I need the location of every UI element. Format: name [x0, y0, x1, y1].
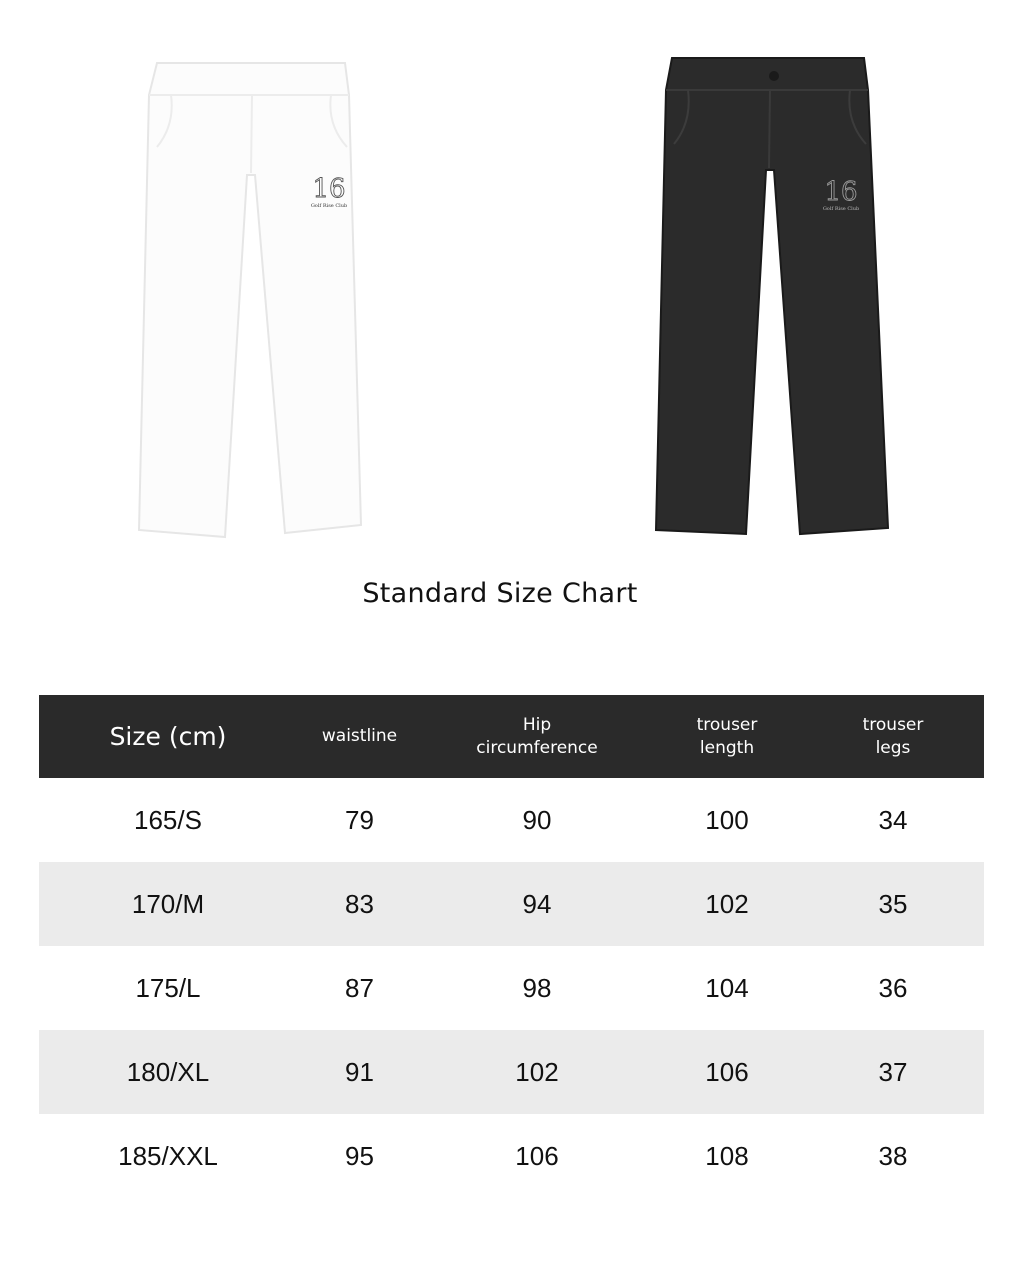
cell-legs: 34 [878, 804, 908, 835]
table-row [39, 862, 984, 946]
cell-length: 100 [705, 804, 749, 835]
white-trousers-logo-text: Golf Rise Club [310, 203, 348, 209]
cell-length: 104 [705, 972, 749, 1003]
header-trouser-length: trouser length [652, 695, 802, 778]
cell-waistline: 91 [297, 1030, 422, 1114]
black-trousers-image [650, 50, 895, 540]
cell-size: 175/L [135, 972, 201, 1003]
cell-waistline: 95 [345, 1140, 374, 1171]
size-chart-table [39, 695, 984, 1198]
cell-waistline: 83 [297, 862, 422, 946]
table-row [39, 778, 984, 862]
cell-waistline: 87 [345, 972, 374, 1003]
cell-hip: 94 [422, 862, 652, 946]
cell-length: 108 [705, 1140, 749, 1171]
product-images [0, 0, 1024, 560]
cell-hip: 106 [515, 1140, 559, 1171]
table-row [39, 946, 984, 1030]
cell-size: 185/XXL [118, 1140, 218, 1171]
cell-size: 170/M [39, 862, 297, 946]
cell-length: 102 [652, 862, 802, 946]
cell-waistline: 79 [345, 804, 374, 835]
header-hip-circumference: Hip circumference [422, 695, 652, 778]
cell-legs: 35 [802, 862, 984, 946]
table-row [39, 1030, 984, 1114]
black-trousers-logo-text: Golf Rise Club [822, 206, 860, 212]
header-size: Size (cm) [39, 695, 297, 778]
size-chart-title: Standard Size Chart [362, 578, 638, 609]
black-trousers-logo-number: 16 [824, 177, 858, 207]
cell-hip: 98 [522, 972, 552, 1003]
black-trousers-illustration [650, 50, 895, 540]
table-header-row [39, 695, 984, 778]
cell-size: 180/XL [39, 1030, 297, 1114]
cell-legs: 36 [878, 972, 908, 1003]
header-trouser-legs: trouser legs [802, 695, 984, 778]
cell-hip: 102 [422, 1030, 652, 1114]
white-trousers-illustration [135, 55, 370, 540]
cell-hip: 90 [522, 804, 552, 835]
white-trousers-image [135, 55, 370, 540]
table-row [39, 1114, 984, 1198]
cell-length: 106 [652, 1030, 802, 1114]
header-waistline: waistline [297, 695, 422, 778]
cell-legs: 37 [802, 1030, 984, 1114]
white-trousers-logo-number: 16 [312, 174, 346, 204]
cell-size: 165/S [134, 804, 202, 835]
button-icon [769, 71, 779, 81]
cell-legs: 38 [878, 1140, 908, 1171]
